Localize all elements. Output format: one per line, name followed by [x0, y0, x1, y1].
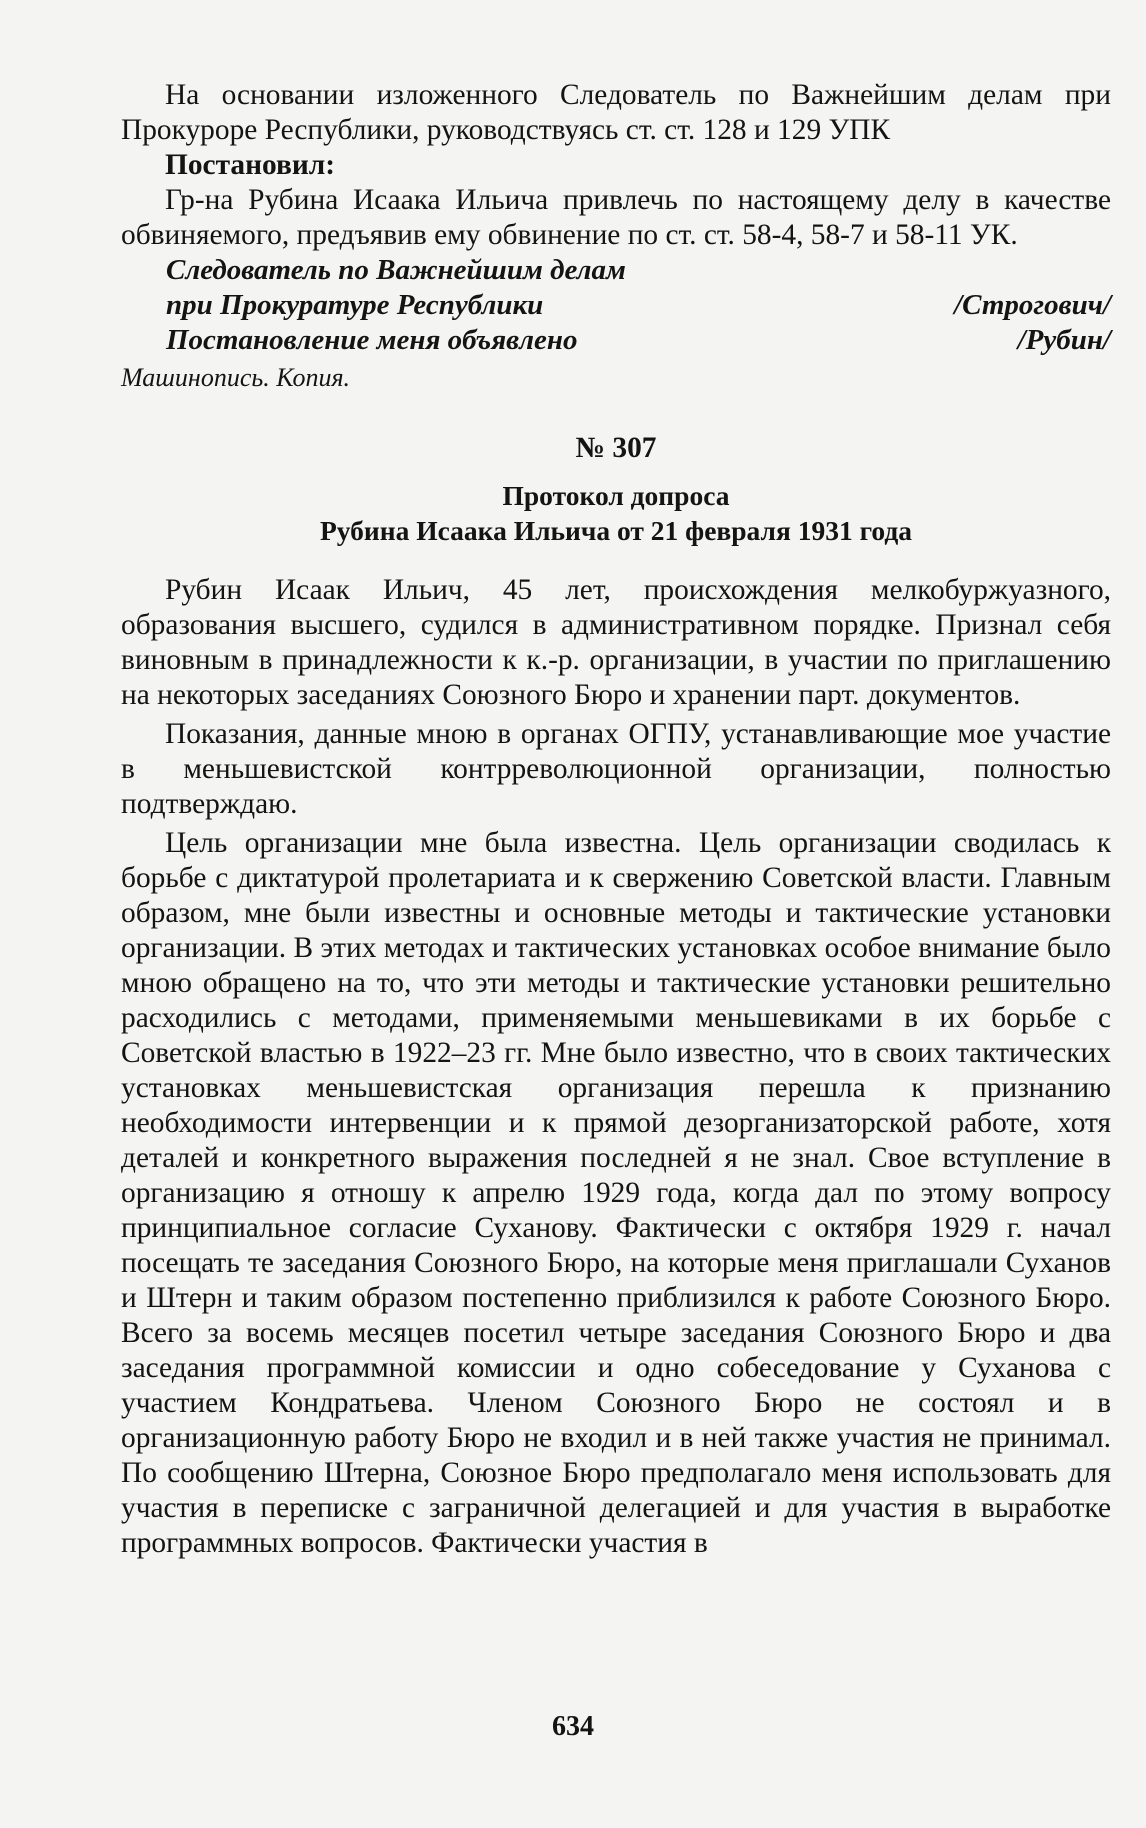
resolution-paragraph: Гр-на Рубина Исаака Ильича привлечь по настоящему делу в качестве обвиняемого, предъявив ему обвинение по ст. ст. 58-4, 58-7 и 58-11 УК. — [121, 184, 1111, 251]
document-number: № 307 — [575, 432, 657, 464]
document-title-line-1: Протокол допроса — [502, 480, 730, 511]
signature-announced-row — [121, 323, 1111, 358]
signature-prosecutor-row — [121, 288, 1111, 323]
body-paragraph-3: Цель организации мне была известна. Цель организации сводилась к борьбе с диктатурой пролетариата и к свержению Советской власти. Главным образом, мне были известны и основные методы и тактические установки организации. В этих методах и тактических установках особое внимание было мною обращено на то, что эти методы и тактические установки решительно расходились с методами, применяемыми меньшевиками в их борьбе с Советской властью в 1922–23 гг. Мне было известно, что в своих тактических установках меньшевистская организация перешла к признанию необходимости интервенции и к прямой дезорганизаторской работе, хотя деталей и конкретного выражения последней я не знал. Свое вступление в организацию я отношу к апрелю 1929 года, когда дал по этому вопросу принципиальное согласие Суханову. Фактически с октября 1929 г. начал посещать те заседания Союзного Бюро, на которые меня приглашали Суханов и Штерн и таким образом постепенно приблизился к работе Союзного Бюро. Всего за восемь месяцев посетил четыре заседания Союзного Бюро и два заседания программной комиссии и одно собеседование у Суханова с участием Кондратьева. Членом Союзного Бюро не состоял и в организационную работу Бюро не входил и в ней также участия не принимал. По сообщению Штерна, Союзное Бюро предполагало меня использовать для участия в переписке с заграничной делегацией и для участия в выработке программных вопросов. Фактически участия в — [121, 827, 1111, 1559]
signature-prosecutor-office: при Прокуратуре Республики — [166, 289, 544, 321]
document-page — [121, 78, 1111, 1561]
resolved-label: Постановил: — [165, 149, 336, 181]
page-number: 634 — [552, 1711, 594, 1742]
signature-investigator-title: Следователь по Важнейшим делам — [166, 254, 626, 286]
title-spacer — [121, 548, 1111, 573]
signature-announced-text: Постановление меня объявлено — [166, 324, 578, 356]
document-title-line-2: Рубина Исаака Ильича от 21 февраля 1931 года — [319, 515, 913, 546]
body-paragraph-2: Показания, данные мною в органах ОГПУ, устанавливающие мое участие в меньшевистской контрреволюционной организации, полностью подтверждаю. — [121, 718, 1111, 820]
signature-rubin: /Рубин/ — [1017, 324, 1111, 356]
signature-strogovich: /Строгович/ — [954, 289, 1111, 321]
body-paragraph-1: Рубин Исаак Ильич, 45 лет, происхождения мелкобуржуазного, образования высшего, судился в административном порядке. Признал себя виновным в принадлежности к к.-р. организации, в участии по приглашению на некоторых заседаниях Союзного Бюро и хранении парт. документов. — [121, 574, 1111, 711]
intro-paragraph: На основании изложенного Следователь по Важнейшим делам при Прокуроре Республики, руководствуясь ст. ст. 128 и 129 УПК — [121, 79, 1111, 146]
source-note: Машинопись. Копия. — [121, 363, 351, 392]
